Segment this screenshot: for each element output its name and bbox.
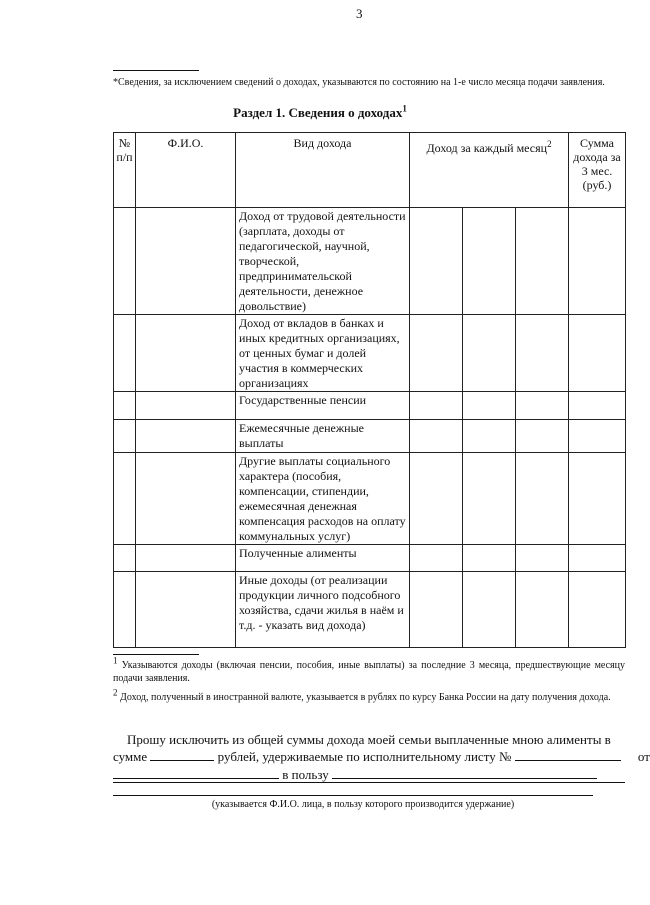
cell-total[interactable] — [569, 420, 626, 453]
header-monthly-sup: 2 — [547, 139, 552, 149]
recipient-line-3[interactable] — [113, 795, 593, 796]
section-title-sup: 1 — [402, 103, 407, 114]
cell-income-type: Государственные пенсии — [236, 392, 410, 420]
footnote-1 — [113, 655, 625, 685]
cell-month-1[interactable] — [410, 392, 463, 420]
cell-fio[interactable] — [136, 453, 236, 545]
cell-total[interactable] — [569, 572, 626, 648]
header-monthly-text: Доход за каждый месяц — [426, 141, 548, 155]
footnote-1-text: Указываются доходы (включая пенсии, пособия, иные выплаты) за последние 3 месяца, предшествующие месяцу подачи заявления. — [113, 660, 625, 684]
in-favor-label: в пользу — [282, 767, 329, 782]
header-monthly — [410, 133, 569, 208]
cell-month-2[interactable] — [463, 420, 516, 453]
top-note: *Сведения, за исключением сведений о доходах, указываются по состоянию на 1-е число месяца подачи заявления. — [113, 77, 605, 88]
date-field[interactable] — [113, 766, 279, 779]
footnote-2-text: Доход, полученный в иностранной валюте, указывается в рублях по курсу Банка России на дату получения дохода. — [120, 692, 611, 703]
from-label: от — [637, 749, 650, 764]
table-header-row — [114, 133, 626, 208]
table-row — [114, 392, 626, 420]
cell-month-2[interactable] — [463, 572, 516, 648]
cell-fio[interactable] — [136, 315, 236, 392]
cell-num[interactable] — [114, 208, 136, 315]
cell-month-1[interactable] — [410, 208, 463, 315]
sum-field[interactable] — [150, 748, 214, 761]
cell-month-2[interactable] — [463, 392, 516, 420]
section-title-text: Раздел 1. Сведения о доходах — [233, 105, 403, 120]
cell-month-1[interactable] — [410, 545, 463, 572]
footnote-1-mark: 1 — [113, 655, 118, 666]
table-row — [114, 545, 626, 572]
cell-income-type: Ежемесячные денежные выплаты — [236, 420, 410, 453]
cell-income-type: Другие выплаты социального характера (пособия, компенсации, стипендии, ежемесячная денежная компенсация расходов на оплату коммунальных услуг) — [236, 453, 410, 545]
cell-num[interactable] — [114, 453, 136, 545]
table-row — [114, 420, 626, 453]
cell-total[interactable] — [569, 392, 626, 420]
cell-total[interactable] — [569, 315, 626, 392]
cell-fio[interactable] — [136, 572, 236, 648]
rubles-label: рублей, удерживаемые по исполнительному листу № — [217, 749, 512, 764]
cell-num[interactable] — [114, 545, 136, 572]
cell-month-1[interactable] — [410, 315, 463, 392]
cell-income-type: Доход от трудовой деятельности (зарплата, доходы от педагогической, научной, творческой, предпринимательской деятельности, денежное довольствие) — [236, 208, 410, 315]
cell-num[interactable] — [114, 572, 136, 648]
cell-num[interactable] — [114, 315, 136, 392]
request-line-1: Прошу исключить из общей суммы дохода моей семьи выплаченные мною алименты в — [127, 732, 611, 747]
cell-income-type: Полученные алименты — [236, 545, 410, 572]
cell-num[interactable] — [114, 420, 136, 453]
cell-month-3[interactable] — [516, 208, 569, 315]
cell-month-3[interactable] — [516, 545, 569, 572]
cell-fio[interactable] — [136, 392, 236, 420]
cell-month-2[interactable] — [463, 453, 516, 545]
header-total: Сумма дохода за 3 мес. (руб.) — [569, 133, 626, 208]
header-fio: Ф.И.О. — [136, 133, 236, 208]
cell-income-type: Доход от вкладов в банках и иных кредитных организациях, от ценных бумаг и долей участия в коммерческих организациях — [236, 315, 410, 392]
income-table — [113, 132, 626, 648]
cell-month-2[interactable] — [463, 545, 516, 572]
header-type: Вид дохода — [236, 133, 410, 208]
recipient-line-2[interactable] — [113, 782, 625, 783]
cell-month-3[interactable] — [516, 315, 569, 392]
cell-total[interactable] — [569, 545, 626, 572]
cell-total[interactable] — [569, 208, 626, 315]
cell-month-2[interactable] — [463, 208, 516, 315]
footnote-2-mark: 2 — [113, 687, 118, 698]
cell-month-3[interactable] — [516, 453, 569, 545]
table-row — [114, 453, 626, 545]
cell-fio[interactable] — [136, 420, 236, 453]
cell-month-3[interactable] — [516, 420, 569, 453]
cell-num[interactable] — [114, 392, 136, 420]
top-note-rule — [113, 70, 199, 71]
cell-month-2[interactable] — [463, 315, 516, 392]
cell-fio[interactable] — [136, 545, 236, 572]
cell-month-3[interactable] — [516, 392, 569, 420]
recipient-caption: (указывается Ф.И.О. лица, в пользу которого производится удержание) — [211, 799, 515, 810]
table-row — [114, 572, 626, 648]
section-title — [0, 105, 640, 121]
cell-month-1[interactable] — [410, 453, 463, 545]
cell-total[interactable] — [569, 453, 626, 545]
recipient-field[interactable] — [332, 766, 597, 779]
cell-month-3[interactable] — [516, 572, 569, 648]
cell-month-1[interactable] — [410, 572, 463, 648]
cell-fio[interactable] — [136, 208, 236, 315]
footnote-2 — [113, 687, 625, 704]
sum-label: сумме — [113, 749, 148, 764]
writ-number-field[interactable] — [515, 748, 621, 761]
cell-income-type: Иные доходы (от реализации продукции личного подсобного хозяйства, сдачи жилья в наём и т.д. - указать вид дохода) — [236, 572, 410, 648]
page-number: 3 — [356, 6, 363, 21]
table-row — [114, 315, 626, 392]
table-row — [114, 208, 626, 315]
header-num: № п/п — [114, 133, 136, 208]
cell-month-1[interactable] — [410, 420, 463, 453]
request-line-2 — [113, 748, 650, 766]
footnote-rule — [113, 654, 199, 655]
